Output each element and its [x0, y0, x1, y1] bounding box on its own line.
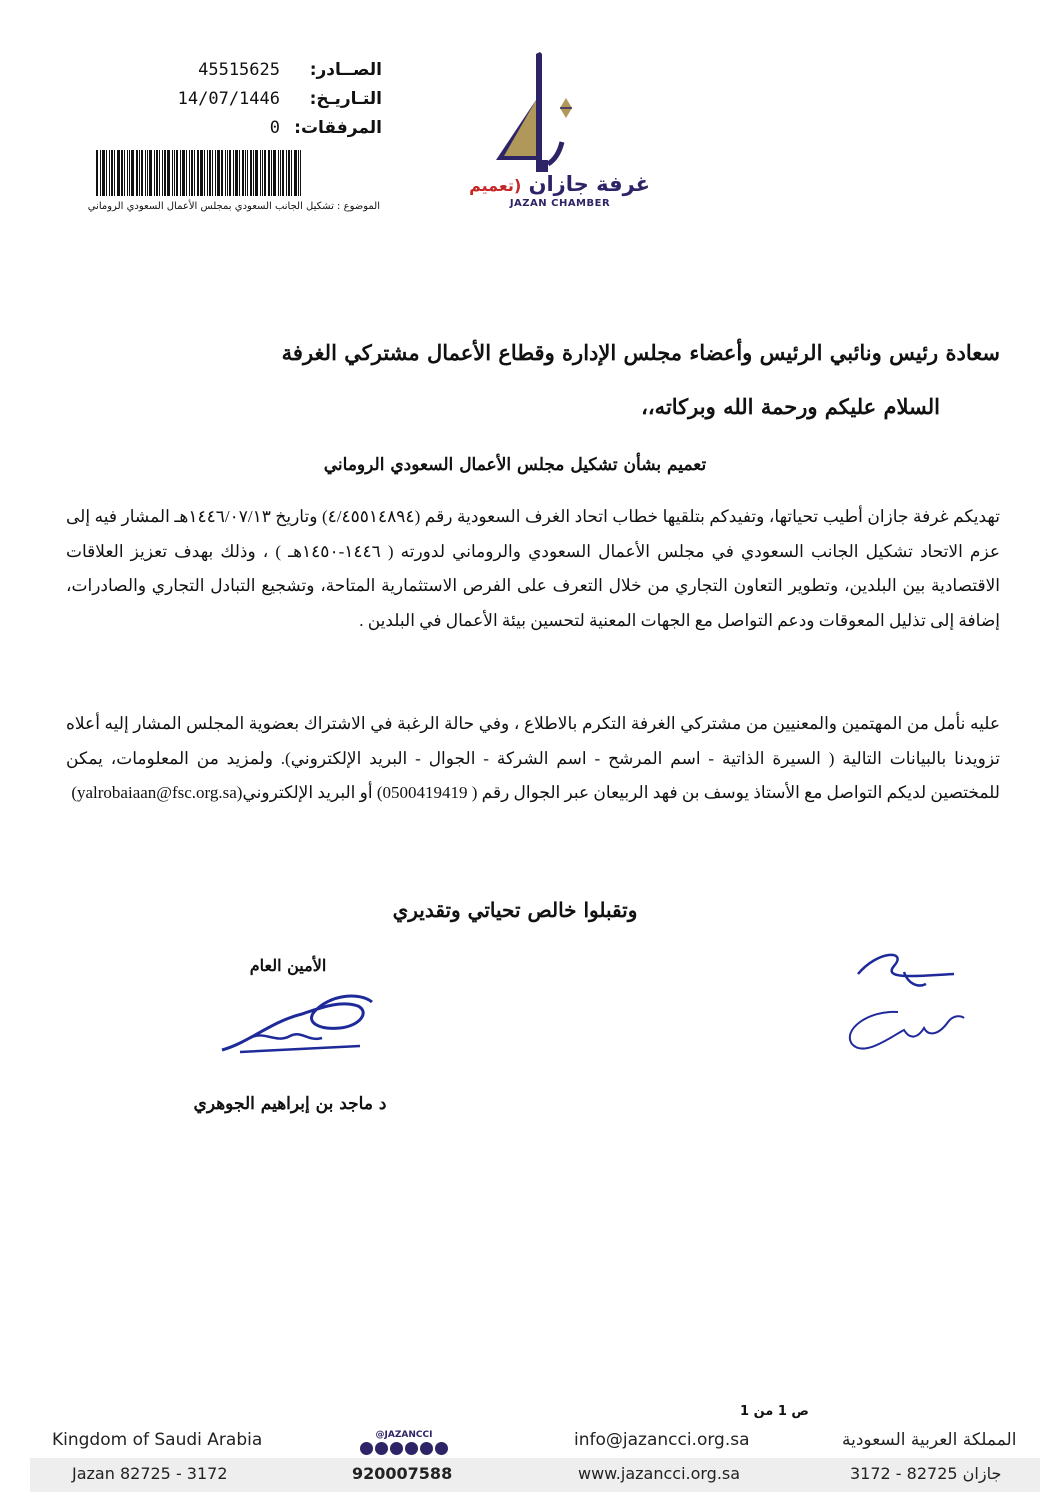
jazan-chamber-logo [478, 48, 598, 176]
signature-scribble [210, 982, 390, 1062]
barcode-bar [247, 150, 248, 196]
attachments-label: المرفقات: [294, 118, 382, 138]
barcode-bar [127, 150, 128, 196]
barcode-bar [286, 150, 287, 196]
barcode-bar [149, 150, 152, 196]
barcode-bar [141, 150, 143, 196]
barcode-bar [136, 150, 138, 196]
addressee: سعادة رئيس ونائبي الرئيس وأعضاء مجلس الإدارة وقطاع الأعمال مشتركي الغرفة [281, 340, 1000, 365]
date-label: التـاريـخ: [309, 89, 382, 109]
barcode-bar [204, 150, 205, 196]
barcode-bar [235, 150, 238, 196]
barcode-bar [164, 150, 166, 196]
barcode-bar [209, 150, 211, 196]
attachments-row [240, 118, 382, 138]
footer-email[interactable]: info@jazancci.org.sa [574, 1430, 750, 1450]
barcode-bar [225, 150, 226, 196]
barcode-bar [245, 150, 246, 196]
barcode-bar [156, 150, 158, 196]
social-icon-4[interactable] [405, 1442, 418, 1455]
barcode-bar [131, 150, 134, 196]
barcode-bar [212, 150, 213, 196]
signatory-name: د ماجد بن إبراهيم الجوهري [193, 1094, 387, 1114]
footer-website[interactable]: www.jazancci.org.sa [578, 1464, 741, 1483]
barcode-bar [194, 150, 195, 196]
footer-country-ar: المملكة العربية السعودية [842, 1430, 1017, 1450]
logo-caption [470, 172, 650, 209]
issued-row [160, 60, 382, 80]
barcode-bar [262, 150, 263, 196]
barcode-bar [294, 150, 297, 196]
barcode-bar [176, 150, 178, 196]
social-handle: @JAZANCCI [375, 1430, 433, 1440]
barcode-bar [221, 150, 223, 196]
barcode-bar [102, 150, 105, 196]
barcode-bar [100, 150, 101, 196]
date-row [150, 89, 382, 109]
signatory-title: الأمين العام [249, 956, 327, 975]
subject-line: الموضوع : تشكيل الجانب السعودي بمجلس الأعمال السعودي الروماني [87, 201, 380, 212]
barcode-bar [186, 150, 187, 196]
page-number: ص 1 من 1 [740, 1404, 809, 1419]
barcode-bar [159, 150, 160, 196]
social-icon-1[interactable] [360, 1442, 373, 1455]
circular-tag: (تعميم [469, 176, 522, 195]
attachments-count: 0 [269, 118, 280, 138]
barcode-bar [288, 150, 290, 196]
logo-arabic-name: غرفة جازان [528, 172, 650, 196]
barcode-bar [109, 150, 110, 196]
barcode-bar [167, 150, 170, 196]
social-icons [354, 1442, 454, 1455]
barcode-bar [162, 150, 163, 196]
footer-address-en: Jazan 82725 - 3172 [72, 1464, 228, 1483]
barcode-bar [253, 150, 254, 196]
barcode-bar [300, 150, 301, 196]
barcode-bar [197, 150, 199, 196]
barcode-bar [121, 150, 123, 196]
barcode-bar [298, 150, 299, 196]
barcode-bar [191, 150, 193, 196]
barcode-bar [291, 150, 292, 196]
logo-curve [548, 142, 562, 164]
hijri-date: 14/07/1446 [177, 89, 280, 109]
barcode-bar [217, 150, 220, 196]
barcode-bar [124, 150, 125, 196]
barcode-bar [189, 150, 190, 196]
barcode-bar [114, 150, 115, 196]
initials-scribble [838, 940, 968, 1064]
social-block [354, 1430, 454, 1455]
barcode-bar [264, 150, 266, 196]
barcode-bar [174, 150, 175, 196]
social-icon-3[interactable] [390, 1442, 403, 1455]
barcode-bar [111, 150, 113, 196]
footer-country-en: Kingdom of Saudi Arabia [52, 1430, 263, 1450]
social-icon-5[interactable] [420, 1442, 433, 1455]
barcode-bar [106, 150, 107, 196]
barcode-bar [282, 150, 284, 196]
barcode [96, 150, 368, 196]
barcode-bar [200, 150, 203, 196]
letter-title: تعميم بشأن تشكيل مجلس الأعمال السعودي الروماني [323, 455, 707, 475]
footer-phone: 920007588 [352, 1464, 453, 1483]
issued-label: الصــادر: [309, 60, 382, 80]
barcode-bar [273, 150, 276, 196]
greeting: السلام عليكم ورحمة الله وبركاته،، [641, 394, 940, 419]
barcode-bar [129, 150, 130, 196]
barcode-bar [180, 150, 181, 196]
barcode-bar [96, 150, 98, 196]
barcode-bar [215, 150, 216, 196]
barcode-bar [145, 150, 146, 196]
barcode-bar [250, 150, 252, 196]
barcode-bar [242, 150, 244, 196]
barcode-bar [260, 150, 261, 196]
barcode-bar [172, 150, 173, 196]
barcode-bar [268, 150, 270, 196]
paragraph-2: عليه نأمل من المهتمين والمعنيين من مشتركي الغرفة التكرم بالاطلاع ، وفي حالة الرغبة في الاشتراك بعضوية المجلس المشار إليه أعلاه تزويدنا بالبيانات التالية ( السيرة الذاتية - اسم المرشح - اسم الشركة - الجوال - البريد الإلكتروني). ولمزيد من المعلومات، يمكن للمختصين لديكم التواصل مع الأستاذ يوسف بن فهد الربيعان عبر الجوال رقم ( 0500419419) أو البريد الإلكتروني(yalrobaiaan@fsc.org.sa) [66, 714, 1000, 802]
barcode-bar [280, 150, 281, 196]
barcode-bar [239, 150, 240, 196]
logo-arabic-wrap [470, 172, 650, 196]
closing-line: وتقبلوا خالص تحياتي وتقديري [392, 898, 638, 922]
barcode-bar [233, 150, 234, 196]
footer [0, 1420, 1056, 1504]
footer-address-ar: جازان 82725 - 3172 [850, 1464, 1002, 1483]
barcode-bar [139, 150, 140, 196]
social-icon-6[interactable] [435, 1442, 448, 1455]
barcode-bar [278, 150, 279, 196]
barcode-bar [255, 150, 258, 196]
issued-number: 45515625 [198, 60, 280, 80]
barcode-bar [182, 150, 185, 196]
barcode-bar [147, 150, 148, 196]
barcode-bar [229, 150, 231, 196]
social-icon-2[interactable] [375, 1442, 388, 1455]
barcode-bar [154, 150, 155, 196]
barcode-bar [117, 150, 120, 196]
barcode-bar [271, 150, 272, 196]
barcode-bar [227, 150, 228, 196]
paragraph-1: تهديكم غرفة جازان أطيب تحياتها، وتفيدكم بتلقيها خطاب اتحاد الغرف السعودية رقم (٤/٤٥٥١٤٨٩٤) وتاريخ ١٤٤٦/٠٧/١٣هـ المشار فيه إلى عزم الاتحاد تشكيل الجانب السعودي في مجلس الأعمال السعودي والروماني لدورته ( ١٤٤٦-١٤٥٠هـ ) ، وذلك بهدف تعزيز العلاقات الاقتصادية بين البلدين، وتطوير التعاون التجاري من خلال التعرف على الفرص الاستثمارية المتاحة، وتشجيع التبادل التجاري والصادرات، إضافة إلى تذليل المعوقات ودعم التواصل مع الجهات المعنية لتحسين بيئة الأعمال في البلدين . [66, 507, 1000, 630]
logo-english-name: JAZAN CHAMBER [509, 198, 611, 209]
barcode-bar [207, 150, 208, 196]
